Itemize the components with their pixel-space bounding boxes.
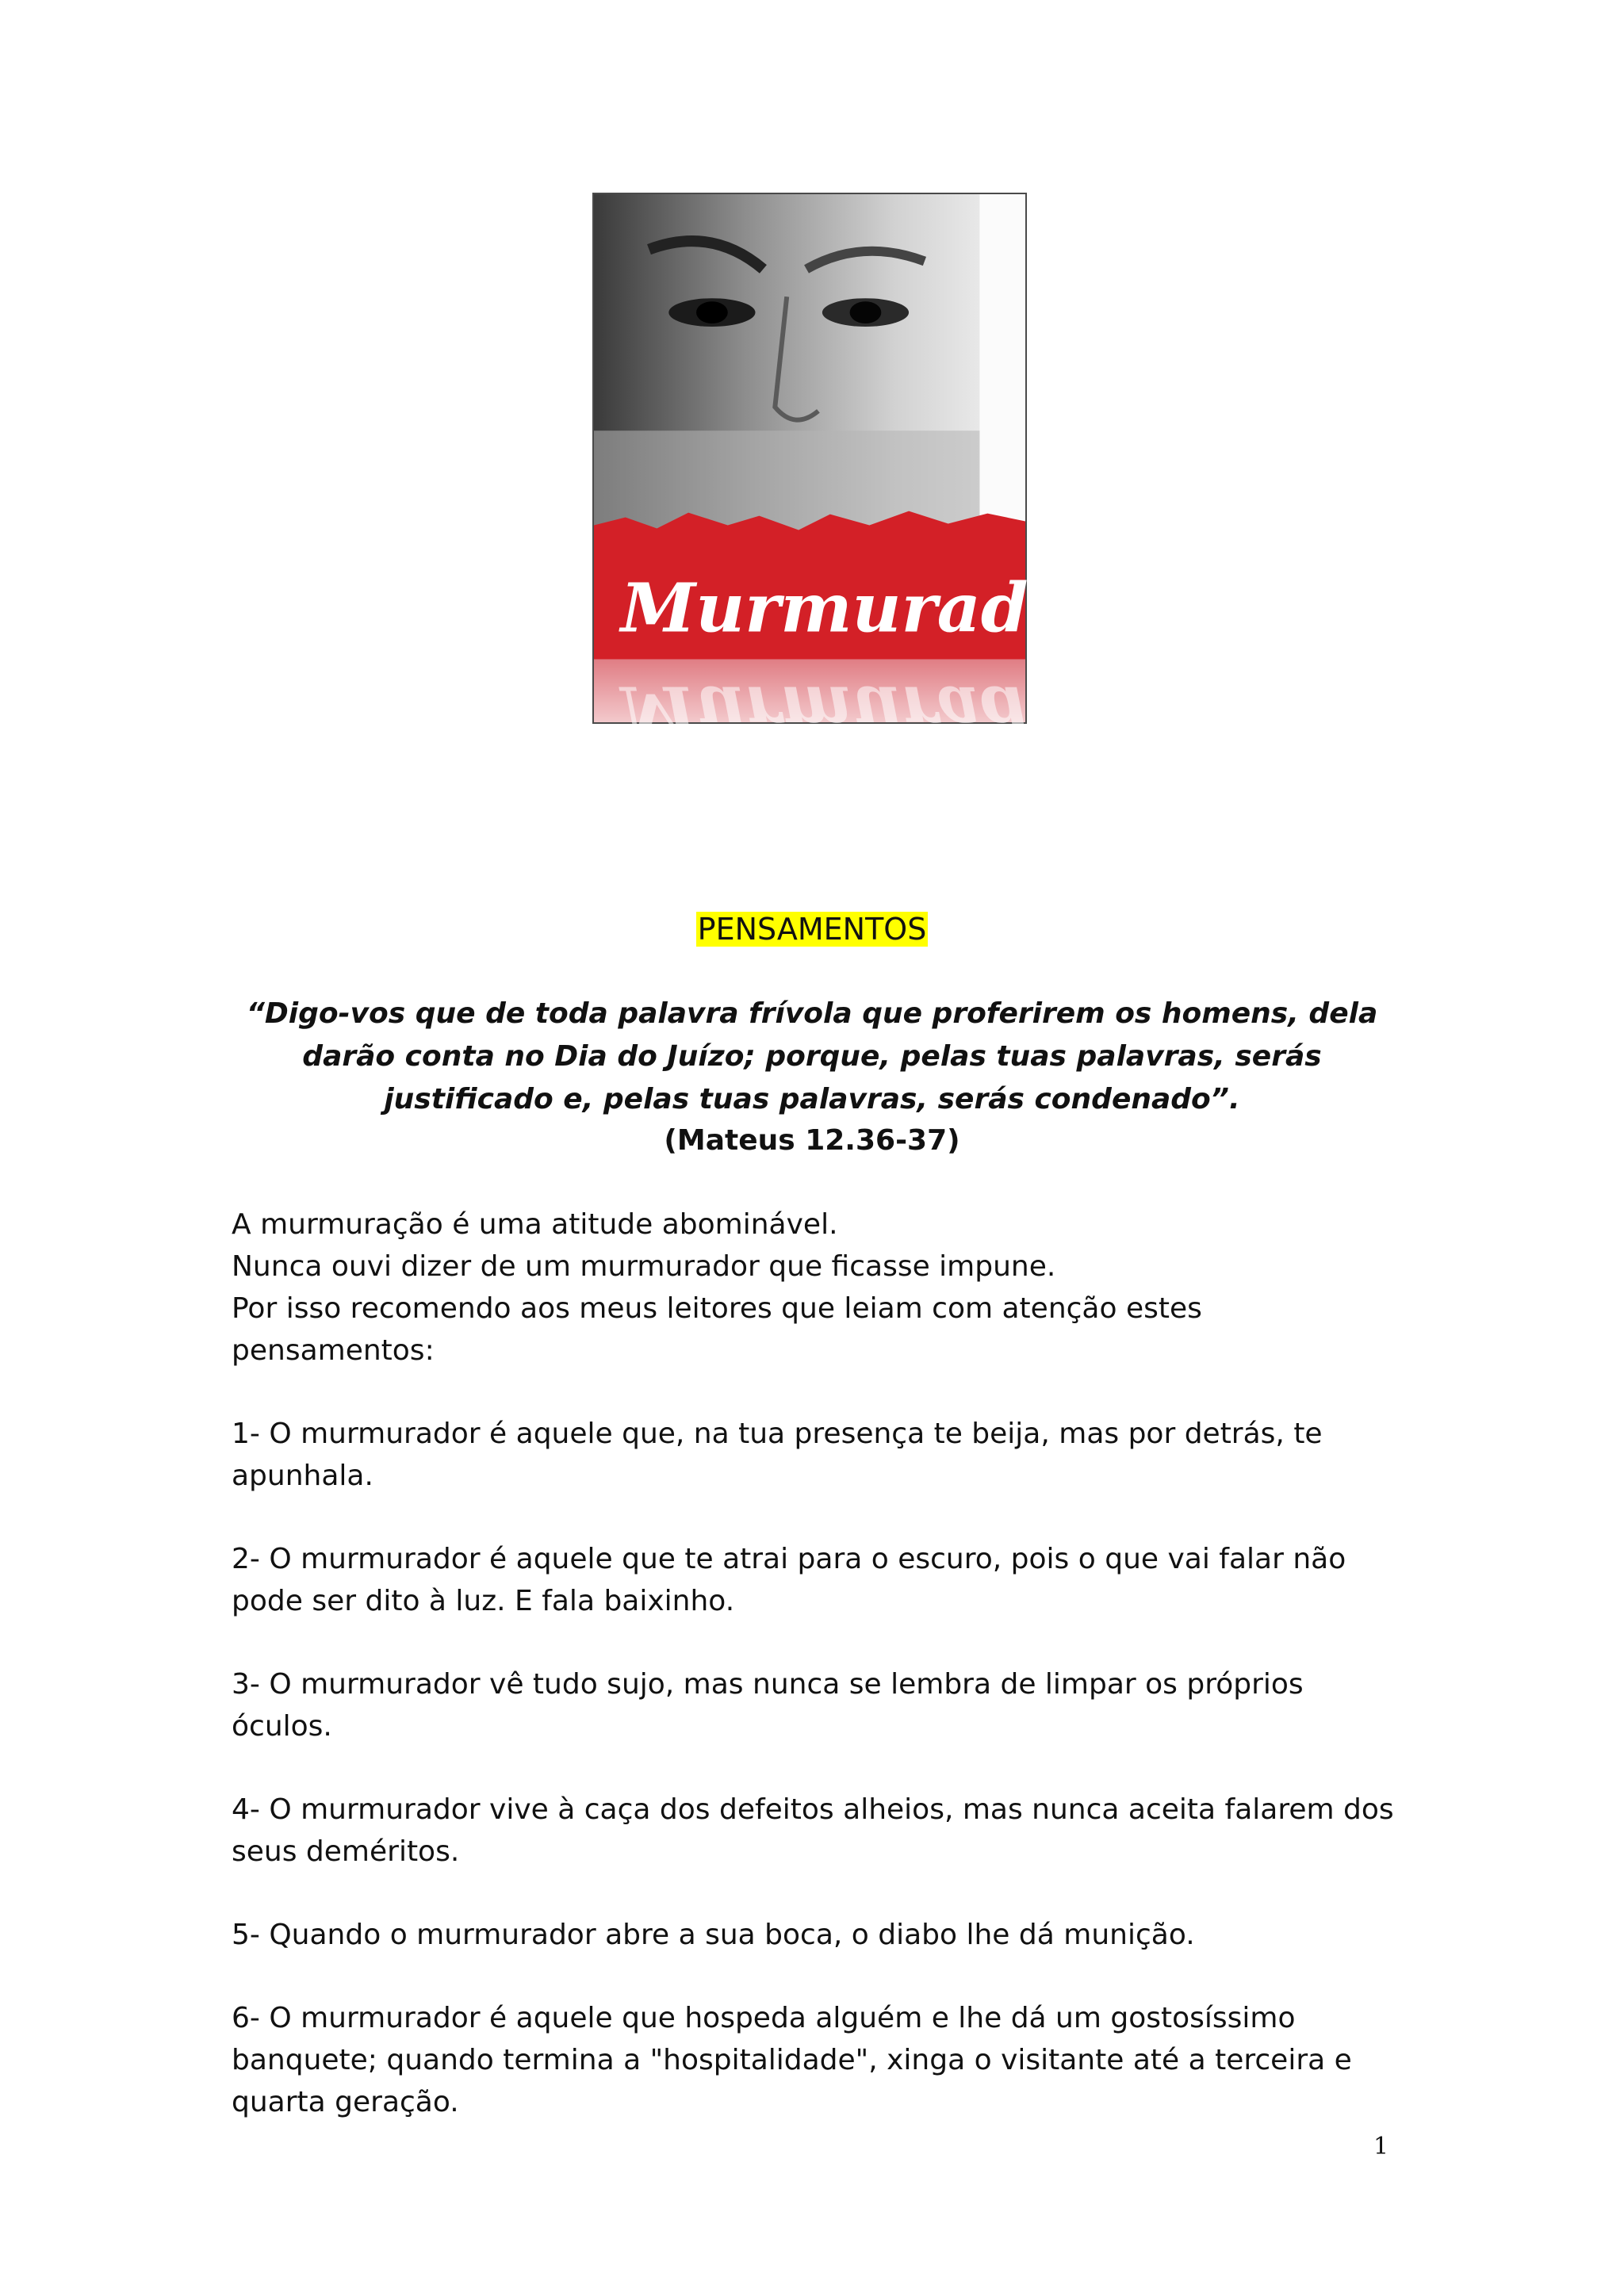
cover-title: Murmuradores (620, 568, 1190, 649)
heading-text: PENSAMENTOS (697, 912, 927, 947)
cover-title-reflection: Murmuradores (620, 670, 1190, 750)
intro-line: Por isso recomendo aos meus leitores que leiam com atenção estes pensamentos: (232, 1292, 1202, 1367)
intro-line: Nunca ouvi dizer de um murmurador que ficasse impune. (232, 1250, 1056, 1283)
intro-line: A murmuração é uma atitude abominável. (232, 1208, 838, 1241)
body-text (232, 1203, 1397, 2164)
cover-image (592, 193, 1190, 750)
bible-quote: “Digo-vos que de toda palavra frívola que proferirem os homens, dela darão conta no Dia do Juízo; porque, pelas tuas palavras, serás justificado e, pelas tuas palavras, serás condenado”. (246, 997, 1378, 1115)
bible-reference: (Mateus 12.36-37) (664, 1124, 960, 1157)
thought-item: 5- Quando o murmurador abre a sua boca, o diabo lhe dá munição. (232, 1919, 1195, 1951)
thought-item: 1- O murmurador é aquele que, na tua presença te beija, mas por detrás, te apunhala. (232, 1418, 1323, 1492)
section-heading (0, 910, 1624, 948)
cover-illustration (594, 194, 1190, 750)
thought-item: 2- O murmurador é aquele que te atrai para o escuro, pois o que vai falar não pode ser dito à luz. E fala baixinho. (232, 1543, 1346, 1617)
page-number: 1 (1373, 2133, 1389, 2160)
intro-paragraph (232, 1203, 1397, 1372)
thought-item: 3- O murmurador vê tudo sujo, mas nunca se lembra de limpar os próprios óculos. (232, 1668, 1304, 1743)
thought-item: 6- O murmurador é aquele que hospeda alguém e lhe dá um gostosíssimo banquete; quando termina a "hospitalidade", xinga o visitante até a terceira e quarta geração. (232, 2002, 1352, 2118)
thought-item: 4- O murmurador vive à caça dos defeitos alheios, mas nunca aceita falarem dos seus deméritos. (232, 1793, 1394, 1868)
